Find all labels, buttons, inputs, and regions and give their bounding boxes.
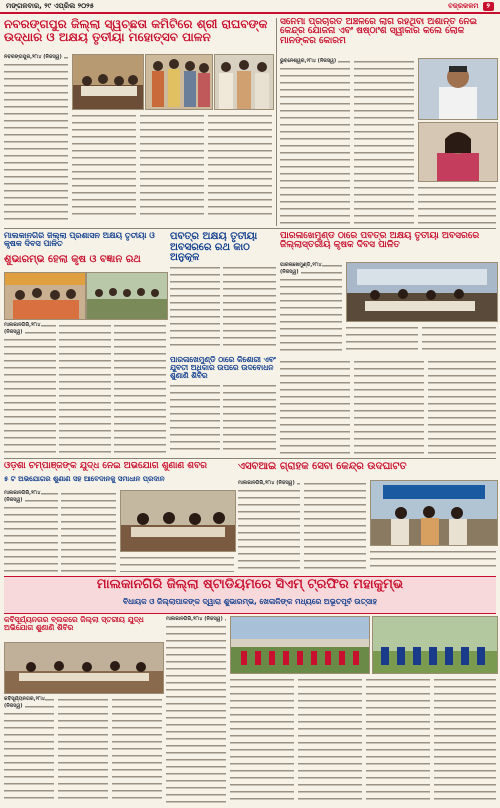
article-a8-col1 [238, 480, 300, 572]
article-a6-col1 [170, 382, 220, 454]
dateline-a3: ମାଲକାନଗିରି,୨୮ା୪ (ନିଜସ୍ୱ) [4, 322, 41, 335]
photo-a10-camp [4, 642, 164, 694]
horizontal-rule-1 [4, 228, 496, 229]
article-a5-col6 [428, 358, 496, 454]
photo-a1-group [214, 54, 274, 110]
article-a2-col3 [418, 184, 496, 224]
article-a8-col3 [370, 548, 496, 572]
headline-a1: ନବରଙ୍ଗପୁର ଜିଲ୍ଲା ସ୍ୱଚ୍ଛତା କମିଟିରେ ଶ୍ରୀ ରାଘବଙ୍କ ଉଦ୍ଧାର ଓ ଅକ୍ଷୟ ତୃତୀୟା ମହୋତ୍ସବ ପାଳନ [4, 18, 268, 44]
subhead-a9: ବିଧାୟକ ଓ ଜିଲ୍ଲାପାଳଙ୍କ ଦ୍ୱାରା ଶୁଭାରମ୍ଭ, ଖେଳାଳିଙ୍କ ମଧ୍ୟରେ ଅଭୂତପୂର୍ବ ଉତ୍ସାହ [123, 598, 377, 606]
subhead-a7: ୫ ଟି ଅଭିଯୋଗର ଶୁଣାଣି ସହ ଆବେଦାନକୁ ସମାଧାନ ପ୍ରଦାନ [4, 476, 165, 483]
headline-a7: ଓଡ଼ିଶା ଚିମ୍ପାଞ୍ଜିଙ୍କ ଯୁଦ୍ଧ ନେଇ ଅଭିଯୋଗ ଶୁଣାଣି ଶିବିର [4, 462, 207, 471]
photo-a3-event [4, 272, 86, 320]
article-a5-col5 [354, 358, 424, 454]
photo-a1-meeting [72, 54, 144, 110]
article-a1-col1 [4, 54, 68, 220]
headline-a8: ଏସବିଆଇ ଗ୍ରାହକ ସେବା କେନ୍ଦ୍ର ଉଦଘାଟିତ [238, 462, 407, 472]
subhead-a3: ଶୁଭାରମ୍ଭ ହେଲା କୃଷି ଓ ବିଜ୍ଞାନ ରଥ [4, 255, 141, 265]
article-a7-col3 [120, 554, 234, 572]
photo-a5-meeting [346, 262, 498, 322]
article-a3-col1 [4, 322, 56, 454]
dateline-a8: ମାଲକାନଗିରି,୨୮ା୪ (ନିଜସ୍ୱ) [238, 480, 295, 486]
headline-a3: ମାଲକାନଗିରି ଜିଲ୍ଲା ପ୍ରଶାସନ ଅକ୍ଷୟ ତୃତୀୟା ଓ କୃଷକ ଦିବସ ପାଳିତ [4, 232, 155, 249]
article-a4-col1 [170, 264, 220, 350]
article-a1-col4 [208, 112, 272, 220]
article-a7-col2 [61, 490, 116, 572]
article-a10-col2 [58, 696, 108, 804]
article-a9-col4 [366, 676, 430, 804]
article-a9-col2 [230, 676, 294, 804]
headline-a10: କବିସୂର୍ଯ୍ୟନଗର ବ୍ଲକରେ ଜିଲ୍ଲା ସ୍ତରୀୟ ଯୁଦ୍ଧ ଅଭିଯୋଗ ଶୁଣାଣି ଶିବିର [4, 616, 144, 632]
headline-a5: ପାରଳାଖେମୁଣ୍ଡି ଠାରେ ପବିତ୍ର ଅକ୍ଷୟ ତୃତୀୟା ଅବସରରେ ଜିଲ୍ଲାସ୍ତରୀୟ କୃଷକ ଦିବସ ପାଳିତ [280, 232, 480, 251]
photo-a9-players [372, 616, 498, 674]
photo-a2-minister [418, 58, 498, 120]
article-a2-col2 [354, 58, 414, 224]
article-a1-col2 [72, 112, 136, 220]
photo-a2-woman [418, 122, 498, 182]
article-a5-col4 [280, 358, 350, 454]
dateline-a2: ଭୁବନେଶ୍ୱର,୨୮ା୪ (ନିଜସ୍ୱ) [280, 58, 337, 64]
headline-a9: ମାଲକାନଗିରି ଜିଲ୍ଲା ଷ୍ଟାଡିୟମରେ ସିଏମ୍ ଟ୍ରଫିର ମହାକୁମ୍ଭ [96, 578, 404, 592]
article-a10-col1 [4, 696, 54, 804]
article-a1-col3 [140, 112, 204, 220]
headline-a6: ପାରଳାଖେମୁଣ୍ଡି ଠାରେ କିଶୋରୀ ଏବଂ ଯୁବତୀ ଅଧିକାର ଉପରେ ଉଦବୋଧନ ଶୁଣାଣି ଶିବିର [170, 356, 276, 380]
page-number: ୨ [483, 2, 495, 11]
dateline-a7: ମାଲକାନଗିରି,୨୮ା୪ (ନିଜସ୍ୱ) [4, 490, 41, 503]
masthead: ବଜ୍ରକଳମ [448, 1, 479, 10]
article-a3-col2 [59, 322, 111, 454]
article-a7-col1 [4, 490, 58, 572]
dateline-a5: ପାରଳାଖେମୁଣ୍ଡି,୨୮ା୪ (ନିଜସ୍ୱ) [280, 262, 322, 275]
photo-a3-crowd [86, 272, 168, 320]
headline-a4: ପବିତ୍ର ଅକ୍ଷୟ ତୃତୀୟା ଅବସରରେ ରଥ କାଠ ଅନୁକୂଳ [170, 232, 258, 262]
article-a4-col2 [223, 264, 276, 350]
article-a9-col1 [166, 616, 226, 804]
article-a10-col3 [112, 696, 162, 804]
column-rule [276, 18, 277, 226]
photo-a7-hearing [120, 490, 236, 552]
photo-a1-award [145, 54, 213, 110]
article-a9-col3 [298, 676, 362, 804]
article-a3-col3 [114, 322, 166, 454]
article-a5-col2 [346, 324, 418, 354]
dateline-a10: କବିସୂର୍ଯ୍ୟନଗର,୨୮ା୪ (ନିଜସ୍ୱ) [4, 696, 45, 709]
page-header-strip [0, 0, 500, 14]
date-line: ମଙ୍ଗଳବାର, ୨୯ ଏପ୍ରିଲ ୨୦୨୫ [6, 1, 95, 10]
article-a5-col3 [422, 324, 496, 354]
dateline-a9: ମାଲକାନଗିରି,୨୮ା୪ (ନିଜସ୍ୱ) [166, 616, 223, 622]
article-a6-col2 [223, 382, 276, 454]
horizontal-rule-2 [4, 458, 496, 459]
dateline-a1: ନବରଙ୍ଗପୁର,୨୮ା୪ (ନିଜସ୍ୱ) [4, 54, 62, 60]
headline-a2: ସିନେମା ପ୍ରଚାରିତ ଅଞ୍ଚଳରେ ଲାଗି ରହିଥିବା ଅଶାନ୍ତି ନେଇ କେନ୍ଦ୍ର ଯୋଜନା ଏବଂ ଷଷ୍ଠାଂଶ ସ୍ୱୀକାର କଲେ ଲୋକ ମାନଙ୍କର କୋରମ [280, 18, 478, 46]
article-a8-col2 [304, 480, 366, 572]
photo-a9-stadium [230, 616, 370, 674]
article-a2-col1 [280, 58, 350, 224]
photo-a8-inauguration [370, 480, 498, 546]
article-a9-col5 [434, 676, 496, 804]
article-a5-col1 [280, 262, 342, 354]
